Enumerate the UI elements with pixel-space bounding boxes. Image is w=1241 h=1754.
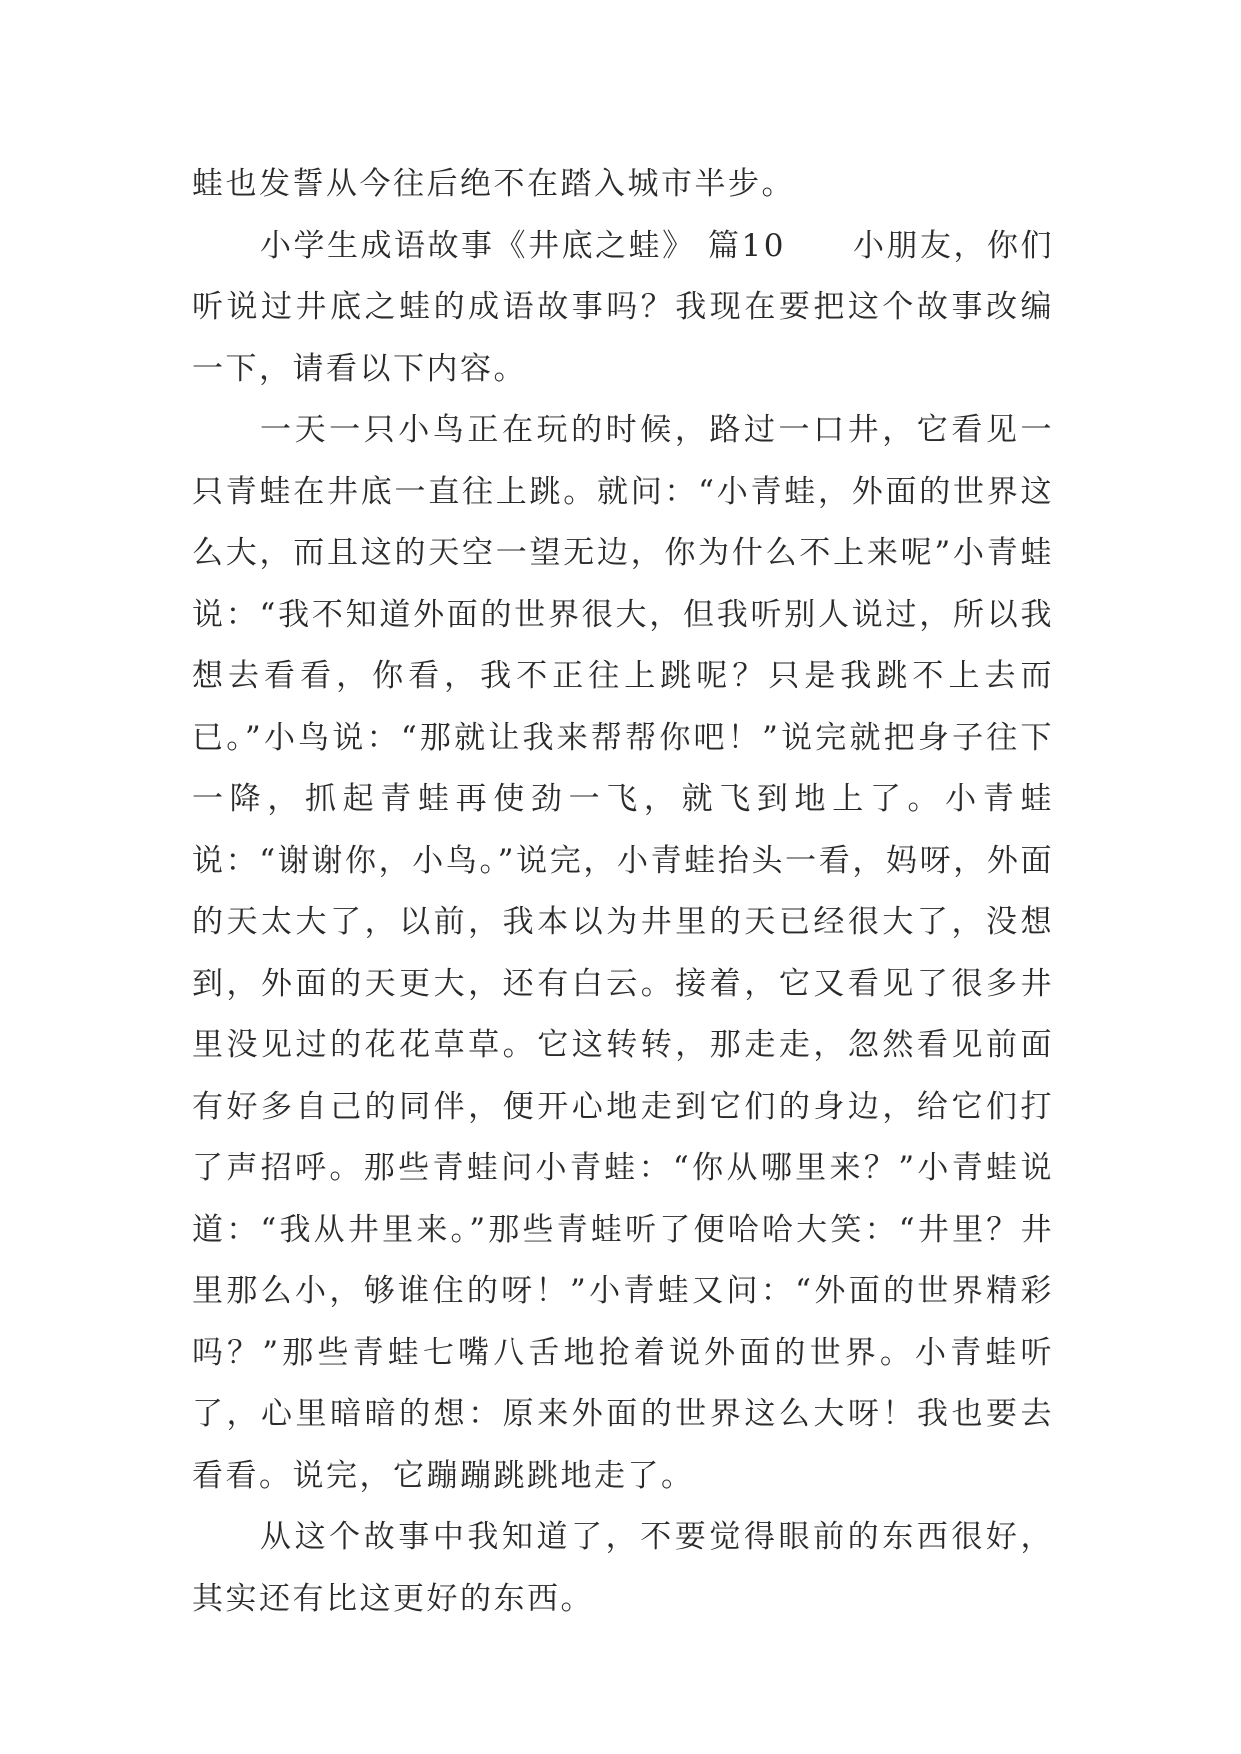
paragraph-story-heading: 小学生成语故事《井底之蛙》 篇10 小朋友，你们听说过井底之蛙的成语故事吗？我现在要把这个故事改编一下，请看以下内容。: [192, 227, 1054, 387]
paragraph-story-body: 一天一只小鸟正在玩的时候，路过一口井，它看见一只青蛙在井底一直往上跳。就问：“小青蛙，外面的世界这么大，而且这的天空一望无边，你为什么不上来呢”小青蛙说：“我不知道外面的世界很大，但我听别人说过，所以我想去看看，你看，我不正往上跳呢？只是我跳不上去而已。”小鸟说：“那就让我来帮帮你吧！”说完就把身子往下一降，抓起青蛙再使劲一飞，就飞到地上了。小青蛙说：“谢谢你，小鸟。”说完，小青蛙抬头一看，妈呀，外面的天太大了，以前，我本以为井里的天已经很大了，没想到，外面的天更大，还有白云。接着，它又看见了很多井里没见过的花花草草。它这转转，那走走，忽然看见前面有好多自己的同伴，便开心地走到它们的身边，给它们打了声招呼。那些青蛙问小青蛙：“你从哪里来？”小青蛙说道：“我从井里来。”那些青蛙听了便哈哈大笑：“井里？井里那么小，够谁住的呀！”小青蛙又问：“外面的世界精彩吗？”那些青蛙七嘴八舌地抢着说外面的世界。小青蛙听了，心里暗暗的想：原来外面的世界这么大呀！我也要去看看。说完，它蹦蹦跳跳地走了。: [192, 412, 1054, 1494]
paragraph-continuation: 蛙也发誓从今往后绝不在踏入城市半步。: [192, 166, 795, 202]
document-body: [192, 154, 1054, 1630]
paragraph-moral: 从这个故事中我知道了，不要觉得眼前的东西很好，其实还有比这更好的东西。: [192, 1519, 1054, 1617]
